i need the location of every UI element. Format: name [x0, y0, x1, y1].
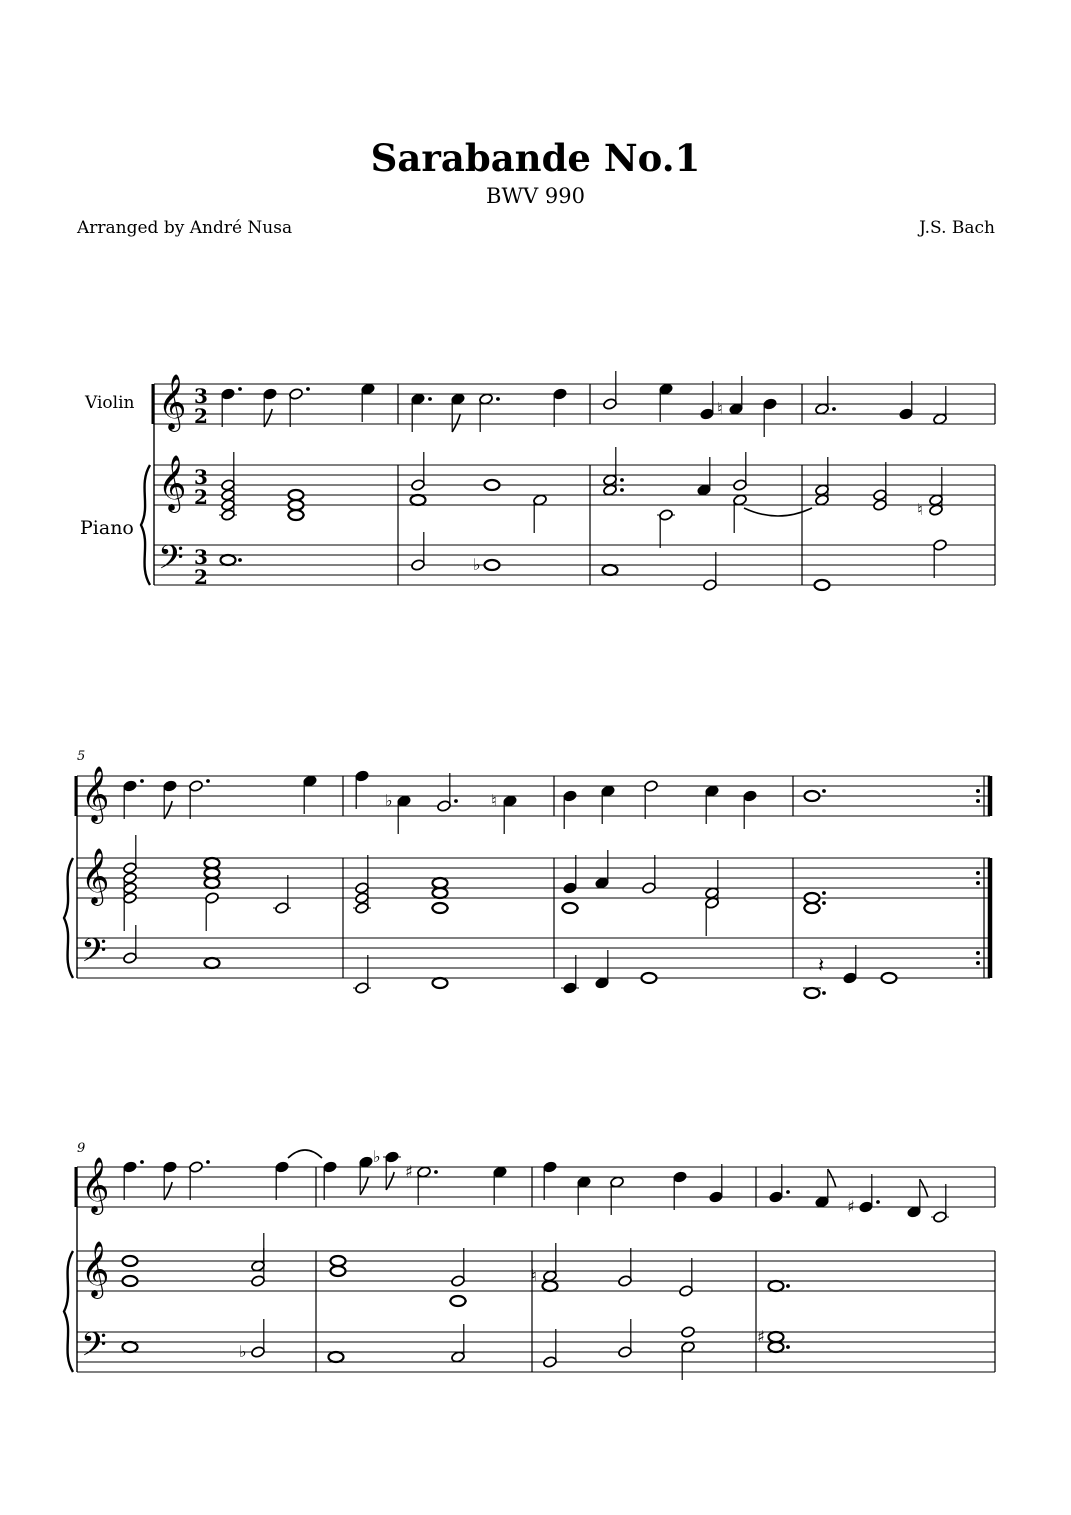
whole-note	[123, 1276, 138, 1286]
half-note	[533, 494, 548, 507]
half-note	[123, 952, 138, 965]
quarter-note	[543, 1161, 558, 1174]
whole-note	[805, 988, 820, 998]
half-note	[123, 872, 138, 885]
quarter-note	[563, 790, 578, 803]
composer-credit: J.S. Bach	[919, 218, 995, 238]
piano-bass-staff	[154, 545, 995, 585]
quarter-note	[275, 1161, 290, 1174]
whole-note	[205, 858, 220, 868]
quarter-note	[729, 403, 744, 416]
whole-note	[289, 490, 304, 500]
quarter-note	[503, 795, 518, 808]
whole-note	[882, 973, 897, 983]
augmentation-dot	[822, 789, 826, 793]
half-note	[603, 398, 618, 411]
bass-clef-icon: 𝄢	[81, 1326, 107, 1372]
quarter-note	[815, 1196, 830, 1209]
augmentation-dot	[822, 891, 826, 895]
piano-treble-staff	[154, 465, 995, 505]
augmentation-dot	[140, 1160, 144, 1164]
half-note	[355, 892, 370, 905]
augmentation-dot	[876, 1200, 880, 1204]
whole-note	[451, 1296, 466, 1306]
treble-clef-icon: 𝄞	[158, 374, 187, 430]
whole-note	[123, 1342, 138, 1352]
quarter-note	[859, 1201, 874, 1214]
augmentation-dot	[496, 397, 500, 401]
whole-note	[805, 903, 820, 913]
half-note	[929, 494, 944, 507]
half-note	[705, 887, 720, 900]
whole-note	[331, 1256, 346, 1266]
half-note	[642, 882, 657, 895]
quarter-note	[493, 1166, 508, 1179]
repeat-dot	[976, 881, 980, 885]
quarter-note	[359, 1156, 374, 1169]
whole-note	[205, 878, 220, 888]
whole-note	[123, 1256, 138, 1266]
quarter-note	[221, 388, 236, 401]
time-signature-denominator: 2	[194, 485, 208, 509]
note-flag	[920, 1179, 928, 1197]
half-note	[417, 1166, 432, 1179]
half-note	[221, 499, 236, 512]
half-note	[705, 897, 720, 910]
augmentation-dot	[434, 1170, 438, 1174]
quarter-note	[763, 398, 778, 411]
flat-icon: ♭	[373, 1147, 381, 1166]
augmentation-dot	[786, 1345, 790, 1349]
score-subtitle: BWV 990	[486, 184, 585, 208]
whole-note	[411, 495, 426, 505]
quarter-note	[397, 795, 412, 808]
whole-note	[805, 791, 820, 801]
half-note	[355, 882, 370, 895]
quarter-note	[595, 877, 610, 890]
whole-note	[603, 565, 618, 575]
augmentation-dot	[238, 387, 242, 391]
natural-icon: ♮	[717, 399, 723, 418]
half-note	[411, 479, 426, 492]
piano-bass-staff	[77, 1332, 995, 1372]
flat-icon: ♭	[385, 791, 393, 810]
half-note	[873, 499, 888, 512]
whole-note	[205, 958, 220, 968]
quarter-rest-icon: 𝄽	[818, 953, 825, 977]
augmentation-dot	[822, 901, 826, 905]
violin-staff	[154, 384, 995, 424]
arranger-credit: Arranged by André Nusa	[77, 218, 293, 238]
note-flag	[360, 1177, 368, 1195]
quarter-note	[601, 785, 616, 798]
half-note	[815, 403, 830, 416]
whole-note	[289, 510, 304, 520]
half-note	[681, 1326, 696, 1339]
quarter-note	[705, 785, 720, 798]
half-note	[929, 504, 944, 517]
flat-icon: ♭	[473, 555, 481, 574]
whole-note	[563, 903, 578, 913]
half-note	[275, 902, 290, 915]
score-title: Sarabande No.1	[370, 136, 701, 180]
tie	[288, 1150, 322, 1158]
quarter-note	[123, 780, 138, 793]
augmentation-dot	[454, 799, 458, 803]
time-signature-denominator: 2	[194, 565, 208, 589]
augmentation-dot	[238, 558, 242, 562]
half-note	[610, 1176, 625, 1189]
quarter-note	[659, 383, 674, 396]
whole-note	[329, 1352, 344, 1362]
repeat-dot	[976, 951, 980, 955]
repeat-dot	[976, 961, 980, 965]
bass-clef-icon: 𝄢	[158, 539, 184, 585]
quarter-note	[163, 780, 178, 793]
time-signature-numerator: 3	[194, 545, 208, 569]
treble-clef-icon: 𝄞	[158, 455, 187, 511]
half-note	[603, 474, 618, 487]
quarter-note	[673, 1171, 688, 1184]
repeat-dot	[976, 789, 980, 793]
half-note	[933, 1211, 948, 1224]
natural-icon: ♮	[531, 1266, 537, 1285]
piano-label: Piano	[80, 517, 134, 539]
measure-number-5: 5	[77, 749, 86, 764]
half-note	[703, 579, 718, 592]
augmentation-dot	[620, 488, 624, 492]
quarter-note	[577, 1176, 592, 1189]
quarter-note	[411, 393, 426, 406]
flat-icon: ♭	[239, 1342, 247, 1361]
augmentation-dot	[206, 1160, 210, 1164]
whole-note	[805, 893, 820, 903]
augmentation-dot	[206, 779, 210, 783]
whole-note	[769, 1342, 784, 1352]
half-note	[355, 902, 370, 915]
half-note	[189, 780, 204, 793]
bass-clef-icon: 𝄢	[81, 932, 107, 978]
violin-label: Violin	[85, 393, 135, 413]
half-note	[733, 494, 748, 507]
quarter-note	[743, 790, 758, 803]
half-note	[618, 1275, 633, 1288]
whole-note	[769, 1332, 784, 1342]
whole-note	[769, 1281, 784, 1291]
whole-note	[433, 978, 448, 988]
treble-clef-icon: 𝄞	[81, 848, 110, 904]
whole-note	[205, 868, 220, 878]
quarter-note	[709, 1191, 724, 1204]
whole-note	[221, 555, 236, 565]
quarter-note	[769, 1191, 784, 1204]
quarter-note	[303, 775, 318, 788]
measure-number-9: 9	[77, 1141, 86, 1156]
note-flag	[452, 414, 460, 432]
time-signature-numerator: 3	[194, 465, 208, 489]
whole-note	[642, 973, 657, 983]
half-note	[659, 509, 674, 522]
time-signature-denominator: 2	[194, 404, 208, 428]
whole-note	[485, 560, 500, 570]
half-note	[451, 1275, 466, 1288]
half-note	[251, 1260, 266, 1273]
half-note	[189, 1161, 204, 1174]
quarter-note	[553, 388, 568, 401]
whole-note	[815, 580, 830, 590]
half-note	[205, 892, 220, 905]
sharp-icon: ♯	[847, 1197, 855, 1216]
notation-layer	[64, 371, 995, 1380]
half-note	[933, 413, 948, 426]
violin-staff	[77, 1167, 995, 1207]
quarter-note	[899, 408, 914, 421]
whole-note	[543, 1281, 558, 1291]
half-note	[815, 484, 830, 497]
quarter-note	[385, 1151, 400, 1164]
augmentation-dot	[428, 397, 432, 401]
augmentation-dot	[786, 1284, 790, 1288]
augmentation-dot	[140, 779, 144, 783]
quarter-note	[700, 408, 715, 421]
quarter-note	[595, 977, 610, 990]
quarter-note	[907, 1206, 922, 1219]
violin-staff	[77, 776, 990, 816]
half-note	[603, 484, 618, 497]
augmentation-dot	[786, 1190, 790, 1194]
half-note	[644, 780, 659, 793]
half-note	[123, 892, 138, 905]
half-note	[733, 479, 748, 492]
quarter-note	[123, 1161, 138, 1174]
half-note	[411, 559, 426, 572]
quarter-note	[843, 972, 858, 985]
quarter-note	[323, 1161, 338, 1174]
half-note	[933, 539, 948, 552]
whole-note	[433, 888, 448, 898]
half-note	[451, 1351, 466, 1364]
treble-clef-icon: 𝄞	[81, 766, 110, 822]
treble-clef-icon: 𝄞	[81, 1157, 110, 1213]
half-note	[437, 800, 452, 813]
piano-brace	[141, 465, 150, 585]
half-note	[873, 489, 888, 502]
whole-note	[331, 1266, 346, 1276]
sharp-icon: ♯	[757, 1327, 765, 1346]
whole-note	[485, 480, 500, 490]
repeat-dot	[976, 799, 980, 803]
half-note	[543, 1356, 558, 1369]
whole-note	[433, 878, 448, 888]
half-note	[221, 509, 236, 522]
quarter-note	[355, 770, 370, 783]
natural-icon: ♮	[917, 500, 923, 519]
natural-icon: ♮	[491, 791, 497, 810]
half-note	[251, 1275, 266, 1288]
quarter-note	[451, 393, 466, 406]
repeat-dot	[976, 871, 980, 875]
quarter-note	[563, 882, 578, 895]
quarter-note	[361, 383, 376, 396]
half-note	[123, 862, 138, 875]
whole-note	[289, 500, 304, 510]
augmentation-dot	[306, 387, 310, 391]
half-note	[618, 1346, 633, 1359]
quarter-note	[697, 484, 712, 497]
piano-brace	[64, 858, 73, 978]
whole-note	[433, 903, 448, 913]
quarter-note	[563, 982, 578, 995]
augmentation-dot	[832, 407, 836, 411]
half-note	[289, 388, 304, 401]
quarter-note	[163, 1161, 178, 1174]
augmentation-dot	[620, 478, 624, 482]
half-note	[479, 393, 494, 406]
half-note	[815, 494, 830, 507]
note-flag	[828, 1169, 836, 1187]
half-note	[221, 479, 236, 492]
time-signature-numerator: 3	[194, 384, 208, 408]
quarter-note	[263, 388, 278, 401]
half-note	[123, 882, 138, 895]
half-note	[681, 1341, 696, 1354]
sharp-icon: ♯	[405, 1162, 413, 1181]
treble-clef-icon: 𝄞	[81, 1241, 110, 1297]
piano-brace	[64, 1251, 73, 1372]
augmentation-dot	[822, 991, 826, 995]
half-note	[679, 1285, 694, 1298]
half-note	[251, 1346, 266, 1359]
half-note	[355, 982, 370, 995]
half-note	[221, 489, 236, 502]
